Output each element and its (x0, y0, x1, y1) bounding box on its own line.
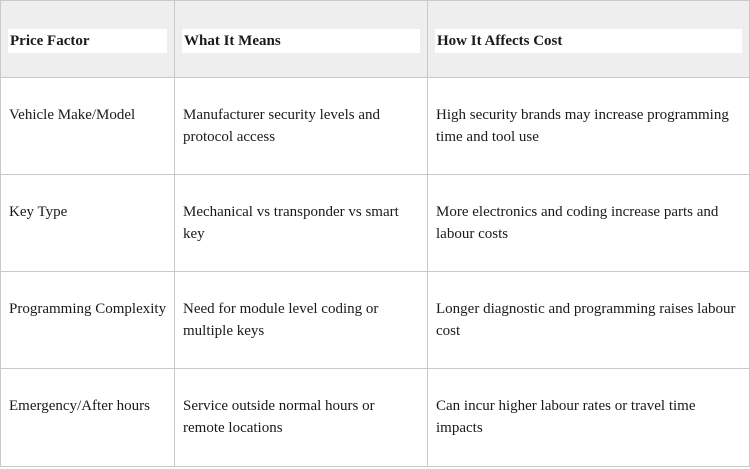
cell-what-it-means: Manufacturer security levels and protocol access (175, 78, 428, 175)
header-cell-what-it-means (175, 1, 428, 78)
header-label: Price Factor (8, 29, 167, 53)
table-header-row (1, 1, 750, 78)
cell-how-it-affects-cost: Longer diagnostic and programming raises labour cost (428, 272, 750, 369)
cell-price-factor: Programming Complexity (1, 272, 175, 369)
header-cell-price-factor (1, 1, 175, 78)
table-row (1, 78, 750, 175)
cell-price-factor: Vehicle Make/Model (1, 78, 175, 175)
cell-what-it-means: Mechanical vs transponder vs smart key (175, 175, 428, 272)
table-row (1, 272, 750, 369)
cell-price-factor: Emergency/After hours (1, 369, 175, 467)
table-row (1, 369, 750, 467)
cell-what-it-means: Service outside normal hours or remote locations (175, 369, 428, 467)
header-label: What It Means (182, 29, 420, 53)
cell-how-it-affects-cost: High security brands may increase programming time and tool use (428, 78, 750, 175)
header-label: How It Affects Cost (435, 29, 742, 53)
cell-price-factor: Key Type (1, 175, 175, 272)
header-cell-how-it-affects-cost (428, 1, 750, 78)
table-row (1, 175, 750, 272)
cell-how-it-affects-cost: More electronics and coding increase parts and labour costs (428, 175, 750, 272)
cell-how-it-affects-cost: Can incur higher labour rates or travel time impacts (428, 369, 750, 467)
cell-what-it-means: Need for module level coding or multiple keys (175, 272, 428, 369)
